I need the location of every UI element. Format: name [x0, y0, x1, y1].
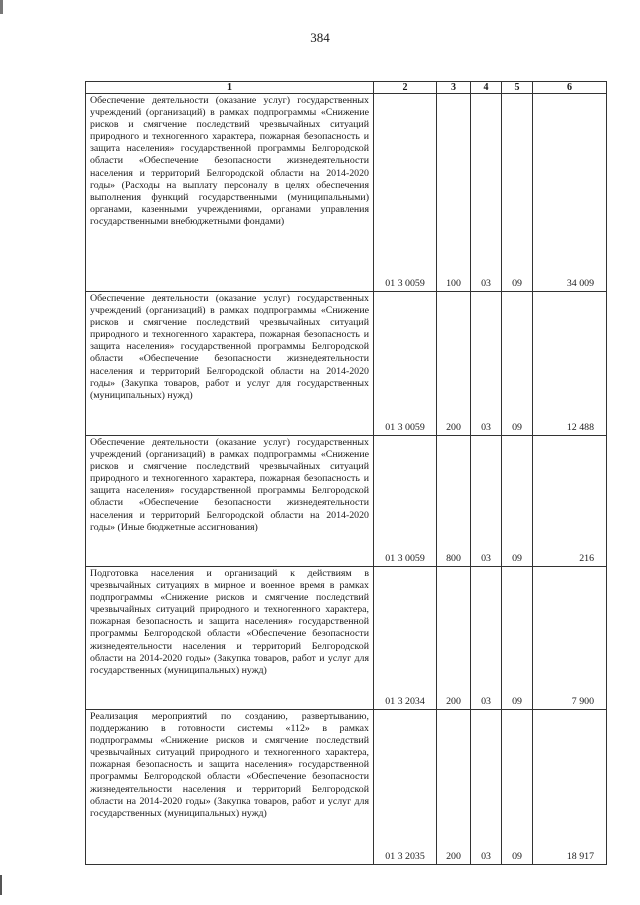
row-amount: 7 900: [533, 567, 607, 710]
row-subsection: 09: [502, 292, 533, 436]
page-number: 384: [310, 30, 330, 45]
row-amount: 34 009: [533, 94, 607, 292]
column-header: 4: [471, 82, 502, 94]
column-header: 3: [437, 82, 471, 94]
column-header: 1: [86, 82, 374, 94]
table-header-row: [86, 82, 607, 94]
budget-table: [85, 81, 607, 865]
row-expense-type: 200: [437, 292, 471, 436]
row-expense-type: 200: [437, 710, 471, 865]
table-row: [86, 710, 607, 865]
row-code: 01 3 0059: [374, 436, 437, 567]
row-expense-type: 200: [437, 567, 471, 710]
column-header: 5: [502, 82, 533, 94]
row-description: Обеспечение деятельности (оказание услуг) государственных учреждений (организаций) в рамках подпрограммы «Снижение рисков и смягчение последствий чрезвычайных ситуаций природного и техногенного характера, пожарная безопасность и защита населения» государственной программы Белгородской области «Обеспечение безопасности жизнедеятельности населения и территорий Белгородской области на 2014-2020 годы» (Расходы на выплату персоналу в целях обеспечения выполнения функций государственными (муниципальными) органами, казенными учреждениями, органами управления государственными внебюджетными фондами): [86, 94, 374, 292]
row-expense-type: 100: [437, 94, 471, 292]
row-subsection: 09: [502, 94, 533, 292]
column-header: 6: [533, 82, 607, 94]
table-row: [86, 94, 607, 292]
row-section: 03: [471, 292, 502, 436]
row-subsection: 09: [502, 710, 533, 865]
table-row: [86, 436, 607, 567]
row-section: 03: [471, 94, 502, 292]
table-row: [86, 567, 607, 710]
row-expense-type: 800: [437, 436, 471, 567]
row-description: Реализация мероприятий по созданию, развертыванию, поддержанию в готовности системы «112» в рамках подпрограммы «Снижение рисков и смягчение последствий чрезвычайных ситуаций природного и техногенного характера, пожарная безопасность и защита населения» государственной программы Белгородской области «Обеспечение безопасности жизнедеятельности населения и территорий Белгородской области на 2014-2020 годы» (Закупка товаров, работ и услуг для государственных (муниципальных) нужд): [86, 710, 374, 865]
row-section: 03: [471, 710, 502, 865]
binding-edge-mark-icon: [0, 875, 2, 895]
row-code: 01 3 2034: [374, 567, 437, 710]
row-section: 03: [471, 436, 502, 567]
row-code: 01 3 2035: [374, 710, 437, 865]
row-subsection: 09: [502, 436, 533, 567]
row-section: 03: [471, 567, 502, 710]
row-amount: 216: [533, 436, 607, 567]
row-amount: 12 488: [533, 292, 607, 436]
row-description: Подготовка населения и организаций к действиям в чрезвычайных ситуациях в мирное и военное время в рамках подпрограммы «Снижение рисков и смягчение последствий чрезвычайных ситуаций природного и техногенного характера, пожарная безопасность и защита населения» государственной программы Белгородской области «Обеспечение безопасности жизнедеятельности населения и территорий Белгородской области на 2014-2020 годы» (Закупка товаров, работ и услуг для государственных (муниципальных) нужд): [86, 567, 374, 710]
row-code: 01 3 0059: [374, 292, 437, 436]
row-amount: 18 917: [533, 710, 607, 865]
scan-edge-mark-icon: [0, 0, 3, 14]
table-row: [86, 292, 607, 436]
column-header: 2: [374, 82, 437, 94]
row-subsection: 09: [502, 567, 533, 710]
row-code: 01 3 0059: [374, 94, 437, 292]
row-description: Обеспечение деятельности (оказание услуг) государственных учреждений (организаций) в рамках подпрограммы «Снижение рисков и смягчение последствий чрезвычайных ситуаций природного и техногенного характера, пожарная безопасность и защита населения» государственной программы Белгородской области «Обеспечение безопасности жизнедеятельности населения и территорий Белгородской области на 2014-2020 годы» (Закупка товаров, работ и услуг для государственных (муниципальных) нужд): [86, 292, 374, 436]
row-description: Обеспечение деятельности (оказание услуг) государственных учреждений (организаций) в рамках подпрограммы «Снижение рисков и смягчение последствий чрезвычайных ситуаций природного и техногенного характера, пожарная безопасность и защита населения» государственной программы Белгородской области «Обеспечение безопасности жизнедеятельности населения и территорий Белгородской области на 2014-2020 годы» (Иные бюджетные ассигнования): [86, 436, 374, 567]
